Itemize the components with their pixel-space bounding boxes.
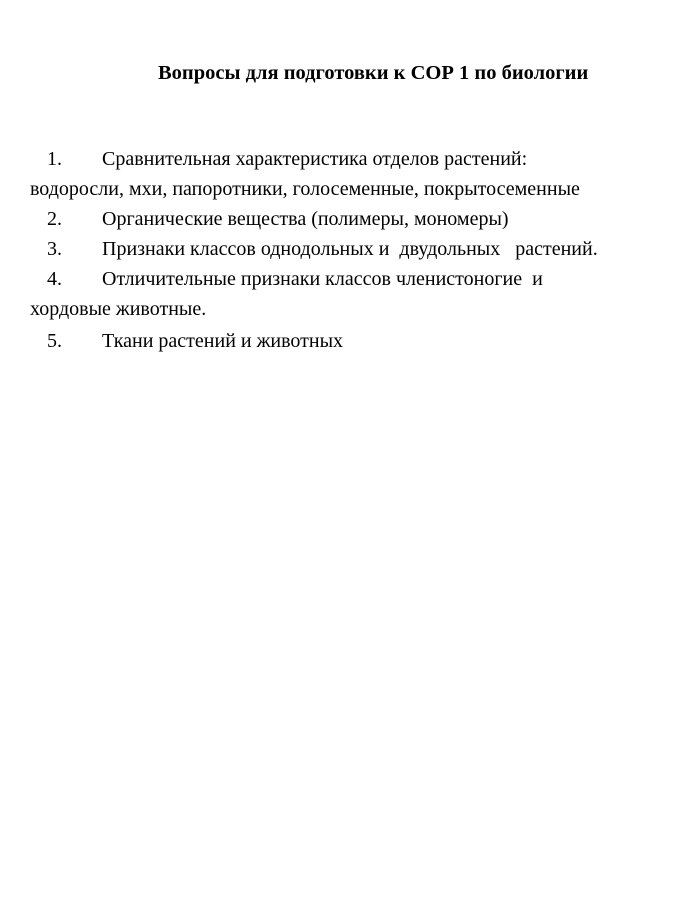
item-text: Ткани растений и животных <box>102 330 344 352</box>
item-number: 3. <box>47 238 62 260</box>
item-text: Отличительные признаки классов членистоногие и <box>102 268 543 290</box>
document-title: Вопросы для подготовки к СОР 1 по биологии <box>158 62 589 84</box>
item-text: Органические вещества (полимеры, мономеры) <box>102 208 509 230</box>
item-number: 1. <box>47 148 62 170</box>
item-text-continuation: водоросли, мхи, папоротники, голосеменные, покрытосеменные <box>30 178 580 200</box>
item-text: Сравнительная характеристика отделов растений: <box>102 148 528 170</box>
item-number: 2. <box>47 208 62 230</box>
item-text: Признаки классов однодольных и двудольных растений. <box>102 238 598 260</box>
item-number: 5. <box>47 330 62 352</box>
item-text-continuation: хордовые животные. <box>30 298 207 320</box>
item-number: 4. <box>47 268 62 290</box>
